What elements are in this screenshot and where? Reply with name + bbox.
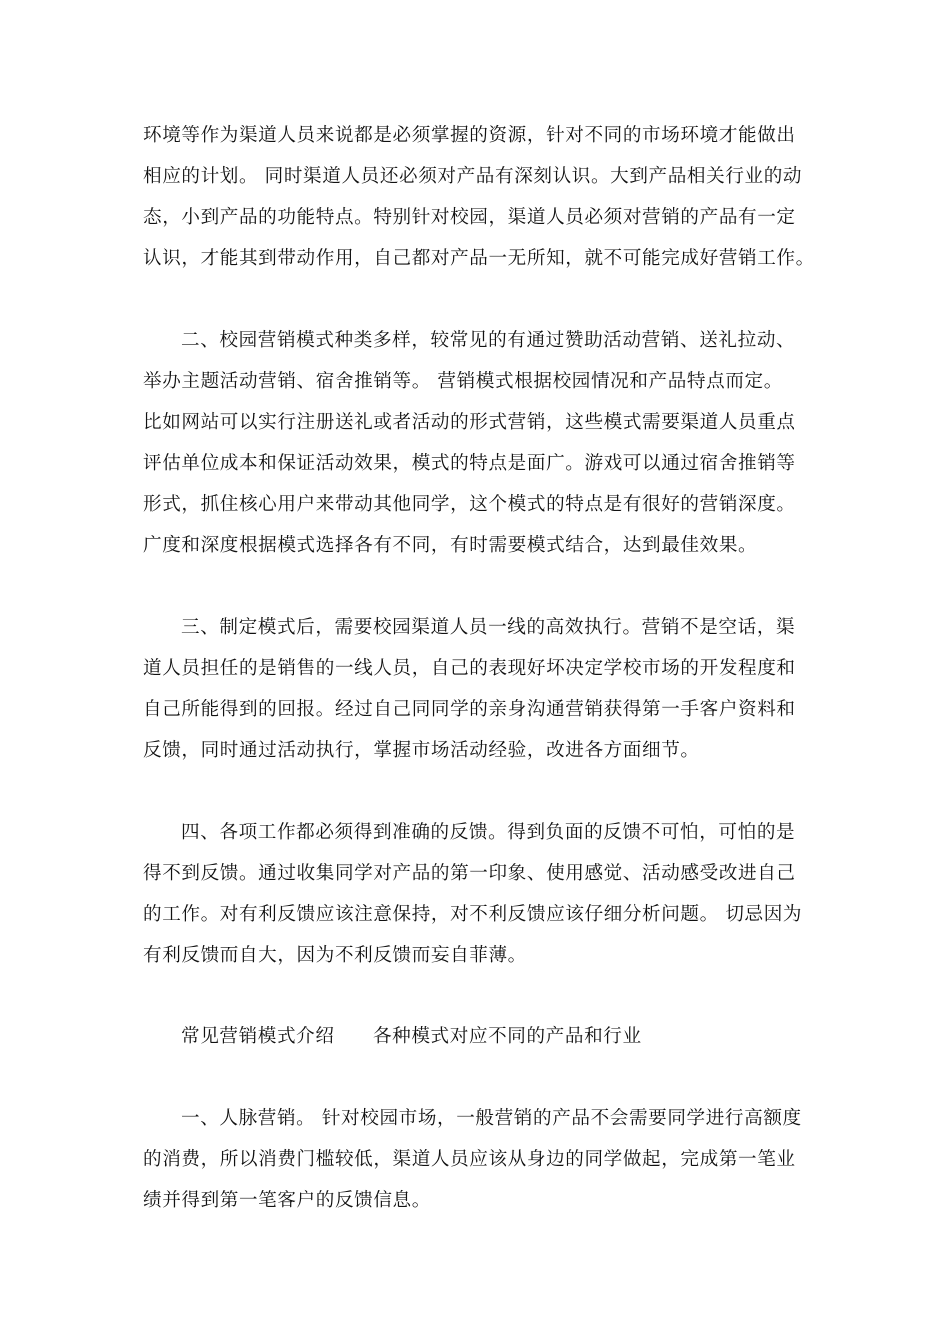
paragraph-three <box>143 607 815 771</box>
text-line: 举办主题活动营销、宿舍推销等。 营销模式根据校园情况和产品特点而定。 <box>143 371 783 392</box>
text-line: 环境等作为渠道人员来说都是必须掌握的资源，针对不同的市场环境才能做出 <box>143 125 796 146</box>
section-heading <box>143 1016 815 1057</box>
text-line: 绩并得到第一笔客户的反馈信息。 <box>143 1190 431 1211</box>
text-line: 认识，才能其到带动作用，自己都对产品一无所知，就不可能完成好营销工作。 <box>143 248 815 269</box>
text-line: 的消费，所以消费门槛较低，渠道人员应该从身边的同学做起，完成第一笔业 <box>143 1149 796 1170</box>
text-line: 有利反馈而自大，因为不利反馈而妄自菲薄。 <box>143 945 527 966</box>
text-line: 比如网站可以实行注册送礼或者活动的形式营销，这些模式需要渠道人员重点 <box>143 412 796 433</box>
text-line: 二、校园营销模式种类多样，较常见的有通过赞助活动营销、送礼拉动、 <box>181 330 796 351</box>
text-line: 态，小到产品的功能特点。特别针对校园，渠道人员必须对营销的产品有一定 <box>143 207 796 228</box>
paragraph-four <box>143 812 815 976</box>
paragraph-continuation <box>143 115 815 279</box>
paragraph-five <box>143 1098 815 1221</box>
paragraph-two <box>143 320 815 566</box>
text-line: 反馈，同时通过活动执行，掌握市场活动经验，改进各方面细节。 <box>143 740 700 761</box>
text-line: 形式，抓住核心用户来带动其他同学，这个模式的特点是有很好的营销深度。 <box>143 494 796 515</box>
text-line: 广度和深度根据模式选择各有不同，有时需要模式结合，达到最佳效果。 <box>143 535 758 556</box>
heading-line: 常见营销模式介绍 各种模式对应不同的产品和行业 <box>181 1026 642 1047</box>
text-line: 的工作。对有利反馈应该注意保持，对不利反馈应该仔细分析问题。 切忌因为 <box>143 904 803 925</box>
text-line: 自己所能得到的回报。经过自己同同学的亲身沟通营销获得第一手客户资料和 <box>143 699 796 720</box>
text-line: 道人员担任的是销售的一线人员，自己的表现好坏决定学校市场的开发程度和 <box>143 658 796 679</box>
text-line: 三、制定模式后，需要校园渠道人员一线的高效执行。营销不是空话，渠 <box>181 617 796 638</box>
text-line: 评估单位成本和保证活动效果，模式的特点是面广。游戏可以通过宿舍推销等 <box>143 453 796 474</box>
text-line: 一、人脉营销。 针对校园市场，一般营销的产品不会需要同学进行高额度 <box>181 1108 802 1129</box>
text-line: 四、各项工作都必须得到准确的反馈。得到负面的反馈不可怕，可怕的是 <box>181 822 796 843</box>
text-line: 得不到反馈。通过收集同学对产品的第一印象、使用感觉、活动感受改进自己 <box>143 863 796 884</box>
text-line: 相应的计划。 同时渠道人员还必须对产品有深刻认识。大到产品相关行业的动 <box>143 166 803 187</box>
